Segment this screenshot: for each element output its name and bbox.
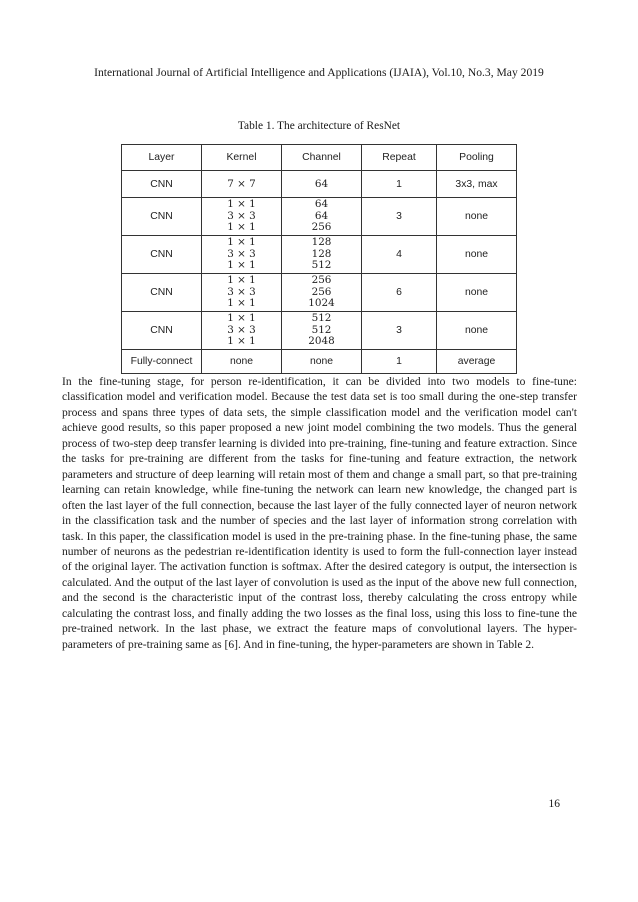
cell-layer: CNN [122,312,202,350]
cell-channel [282,236,362,274]
channel-line: 128 [311,236,332,249]
kernel-line: 1 × 1 [227,221,256,234]
channel-line: 128 [311,247,332,260]
cell-pooling: average [437,350,517,374]
cell-layer: Fully-connect [122,350,202,374]
cell-kernel [202,312,282,350]
column-header-repeat: Repeat [362,145,437,171]
cell-kernel [202,236,282,274]
cell-kernel: 7 × 7 [202,171,282,198]
table-header-row [122,145,517,171]
cell-pooling: none [437,198,517,236]
table-row [122,350,517,374]
cell-repeat: 3 [362,312,437,350]
kernel-line: 3 × 3 [227,209,256,222]
kernel-line: 1 × 1 [227,335,256,348]
table-caption: Table 1. The architecture of ResNet [237,120,401,132]
cell-kernel [202,198,282,236]
column-header-pooling: Pooling [437,145,517,171]
kernel-line: 1 × 1 [227,297,256,310]
cell-kernel: none [202,350,282,374]
table-row [122,198,517,236]
column-header-kernel: Kernel [202,145,282,171]
table-row [122,312,517,350]
kernel-line: 3 × 3 [227,285,256,298]
channel-line: 1024 [308,297,335,310]
column-header-layer: Layer [122,145,202,171]
cell-pooling: none [437,274,517,312]
cell-pooling: none [437,312,517,350]
kernel-line: 3 × 3 [227,323,256,336]
resnet-architecture-table [121,144,517,374]
cell-repeat: 6 [362,274,437,312]
table-row [122,274,517,312]
cell-channel: none [282,350,362,374]
cell-repeat: 4 [362,236,437,274]
kernel-line: 1 × 1 [227,312,256,325]
kernel-line: 1 × 1 [227,259,256,272]
cell-channel: 64 [282,171,362,198]
cell-channel [282,198,362,236]
channel-line: 256 [311,285,332,298]
table-row [122,236,517,274]
cell-pooling: none [437,236,517,274]
cell-kernel [202,274,282,312]
cell-channel [282,312,362,350]
cell-repeat: 1 [362,171,437,198]
channel-line: 64 [314,198,329,211]
column-header-channel: Channel [282,145,362,171]
channel-line: 2048 [308,335,335,348]
cell-layer: CNN [122,236,202,274]
cell-repeat: 3 [362,198,437,236]
channel-line: 512 [311,312,332,325]
kernel-line: 1 × 1 [227,274,256,287]
cell-pooling: 3x3, max [437,171,517,198]
kernel-line: 3 × 3 [227,247,256,260]
channel-line: 256 [311,221,332,234]
cell-channel [282,274,362,312]
kernel-line: 1 × 1 [227,198,256,211]
cell-layer: CNN [122,198,202,236]
cell-repeat: 1 [362,350,437,374]
channel-line: 512 [311,259,332,272]
table-row [122,171,517,198]
journal-header: International Journal of Artificial Intelligence and Applications (IJAIA), Vol.10, No.3, May 2019 [94,66,544,79]
body-paragraph: In the fine-tuning stage, for person re-identification, it can be divided into two models to fine-tune: classification model and verification model. Because the test data set is too small during the one-step transfer process and spans three types of data sets, the simple classification model and the verification model can't achieve good results, so this paper proposed a new joint model combining the two models. Thus the general process of two-step deep transfer learning is divided into pre-training, fine-tuning and feature extraction. Since the tasks for pre-training are different from the tasks for fine-tuning and feature extraction, the network parameters and structure of deep learning will retain most of them and change a small part, so that pre-training learning can retain knowledge, while fine-tuning the network can learn new knowledge, the changed part is often the last layer of the full connection, because the last layer of the fully connected layer of neuron network in the classification task and the number of species and the last layer of information strong correlation with task. In this paper, the classification model is used in the pre-training phase. In the fine-tuning phase, the same number of neurons as the pedestrian re-identification identity is used to form the full-connection layer instead of the original layer. The activation function is softmax. After the desired category is output, the intersection is calculated. And the output of the last layer of convolution is used as the input of the above new full connection, and the second is the characteristic input of the contrast loss, thereby calculating the cross entropy while calculating the contrast loss, and finally adding the two losses as the final loss, using this loss to fine-tune the pre-trained network. In the last phase, we extract the feature maps of convolutional layers. The hyper-parameters of pre-training same as [6]. And in fine-tuning, the hyper-parameters are shown in Table 2. [62,376,577,651]
cell-layer: CNN [122,171,202,198]
channel-line: 256 [311,274,332,287]
kernel-line: 1 × 1 [227,236,256,249]
channel-line: 512 [311,323,332,336]
cell-layer: CNN [122,274,202,312]
page-number: 16 [548,798,560,810]
channel-line: 64 [314,209,329,222]
